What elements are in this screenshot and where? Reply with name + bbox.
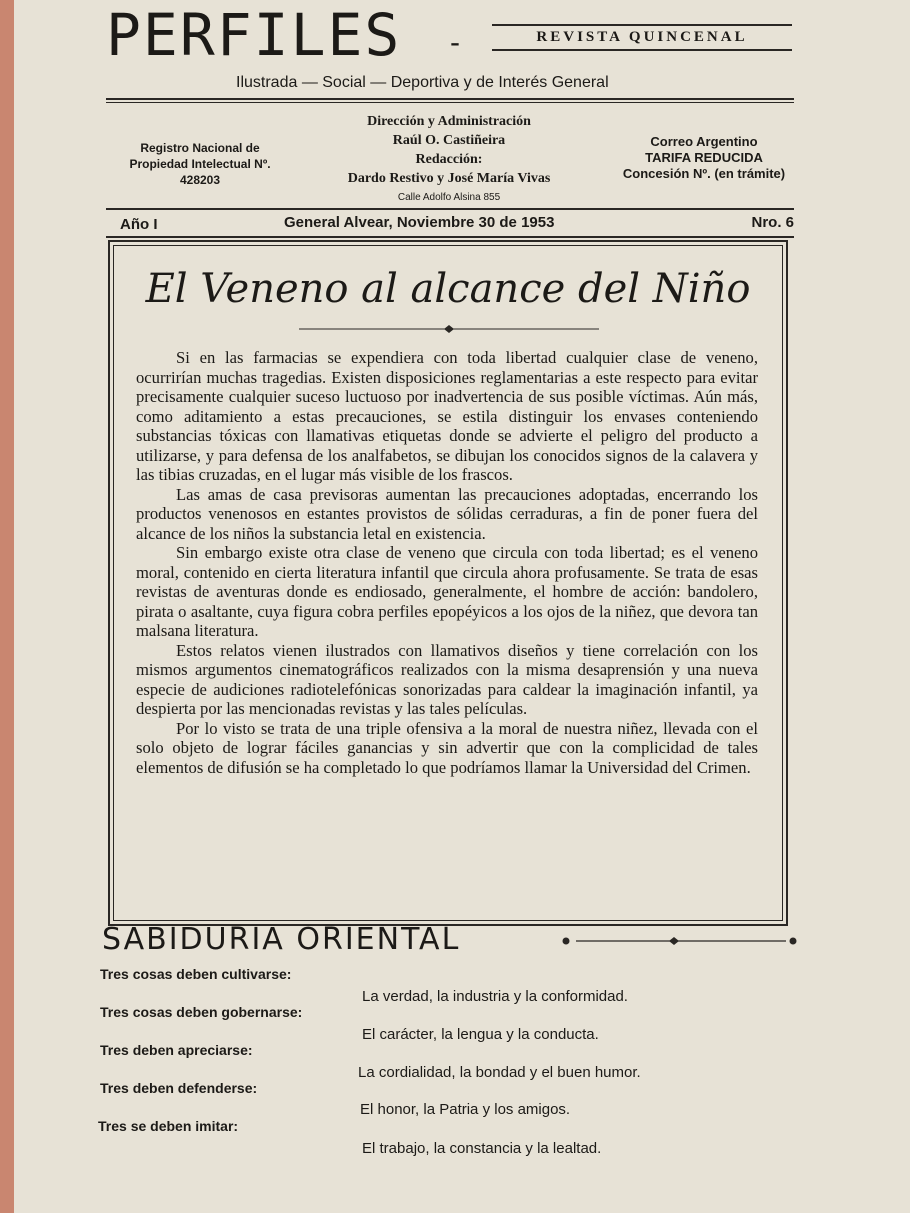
saying-question: Tres cosas deben gobernarse:: [100, 1004, 303, 1020]
newspaper-page: [14, 0, 910, 1213]
admin-editors: Dardo Restivo y José María Vivas: [347, 171, 551, 186]
admin-director: Raúl O. Castiñeira: [392, 133, 506, 148]
article-paragraph: Sin embargo existe otra clase de veneno que circula con toda libertad; es el veneno moral, contenido en cierta literatura infantil que circula ahora profusamente. Se trata de esas revistas de aventuras donde es endiosado, generalmente, el hombre de acción: bandolero, pirata o asaltante, cuya figura cobra perfiles epopéyicos a los ojos de la niñez, que devora tan malsana literatura.: [136, 543, 758, 640]
admin-line: Redacción:: [415, 152, 483, 167]
saying-answer: El trabajo, la constancia y la lealtad.: [362, 1140, 602, 1157]
article-headline: El Veneno al alcance del Niño: [145, 266, 751, 312]
saying-answer: El honor, la Patria y los amigos.: [360, 1101, 571, 1118]
registry-number: 428203: [179, 173, 221, 187]
masthead-tagline: Ilustrada — Social — Deportiva y de Interés General: [236, 74, 609, 91]
masthead-rule-thin: [106, 102, 794, 103]
saying-answer: El carácter, la lengua y la conducta.: [362, 1026, 599, 1043]
article-frame: [108, 240, 788, 926]
masthead-dash: -: [450, 26, 460, 59]
saying-answer: La cordialidad, la bondad y el buen humor.: [358, 1064, 641, 1081]
saying-question: Tres deben apreciarse:: [100, 1042, 253, 1058]
registry-line: Registro Nacional de: [140, 141, 260, 155]
saying-question: Tres se deben imitar:: [98, 1118, 239, 1134]
masthead-rule: [106, 98, 794, 100]
article-paragraph: Las amas de casa previsoras aumentan las precauciones adoptadas, encerrando los productos venenosos en estantes provistos de sólidas cerraduras, a fin de poner fuera del alcance de los niños la substancia letal en existencia.: [136, 484, 758, 543]
admin-line: Dirección y Administración: [367, 114, 531, 129]
dateline-number: Nro. 6: [751, 214, 794, 231]
article-paragraph: Estos relatos vienen ilustrados con llamativos diseños y tiene correlación con los mismos argumentos cinematográficos realizados con la misma desaprensión y una nueva especie de audiciones radiotelefónicas sonorizadas para caldear la imaginación infantil, ya despierta por las mencionadas revistas y las tales películas.: [136, 640, 758, 718]
dateline-place-date: General Alvear, Noviembre 30 de 1953: [284, 214, 555, 231]
registry-line: Propiedad Intelectual Nº.: [129, 157, 271, 171]
section-title-sabiduria: SABIDURIA ORIENTAL: [102, 922, 461, 957]
dateline: [114, 214, 794, 236]
section-ornament: [562, 934, 798, 948]
admin-address: Calle Adolfo Alsina 855: [397, 192, 501, 203]
headline-ornament: [299, 324, 599, 334]
postal-block: [604, 134, 804, 182]
article-paragraph: Por lo visto se trata de una triple ofensiva a la moral de nuestra niñez, llevada con el solo objeto de lograr fáciles ganancias y sin advertir que con la complicidad de tales elementos de difusión se ha completado lo que podríamos llamar la Universidad del Crimen.: [136, 718, 758, 777]
postal-line: Concesión Nº. (en trámite): [622, 166, 786, 181]
administration-block: [304, 112, 594, 207]
article-frame-inner: [113, 245, 783, 921]
registry-block: [110, 140, 290, 188]
dateline-rule-bottom: [106, 236, 794, 238]
postal-line: Correo Argentino: [650, 134, 758, 149]
dateline-year: Año I: [120, 216, 158, 233]
masthead-title: PERFILES: [106, 1, 402, 69]
masthead-subtitle: REVISTA QUINCENAL: [492, 24, 792, 51]
saying-answer: La verdad, la industria y la conformidad.: [362, 988, 628, 1005]
saying-question: Tres deben defenderse:: [100, 1080, 258, 1096]
article-paragraph: Si en las farmacias se expendiera con toda libertad cualquier clase de veneno, ocurrirían muchas tragedias. Existen disposiciones reglamentarias a este respecto para evitar precisamente cualquier suceso luctuoso por inadvertencia de sus posible víctimas. Aún más, como aditamiento a estas precauciones, se estila distinguir los envases conteniendo substancias tóxicas con llamativas etiquetas donde se advierte el peligro del producto a utilizarse, y para defensa de los analfabetos, se dibujan los conocidos signos de la calavera y las tibias cruzadas, en el lugar más visible de los frascos.: [136, 348, 758, 484]
saying-question: Tres cosas deben cultivarse:: [100, 966, 292, 982]
postal-line: TARIFA REDUCIDA: [645, 150, 763, 165]
dateline-rule-top: [106, 208, 794, 210]
article-body: [136, 348, 758, 777]
